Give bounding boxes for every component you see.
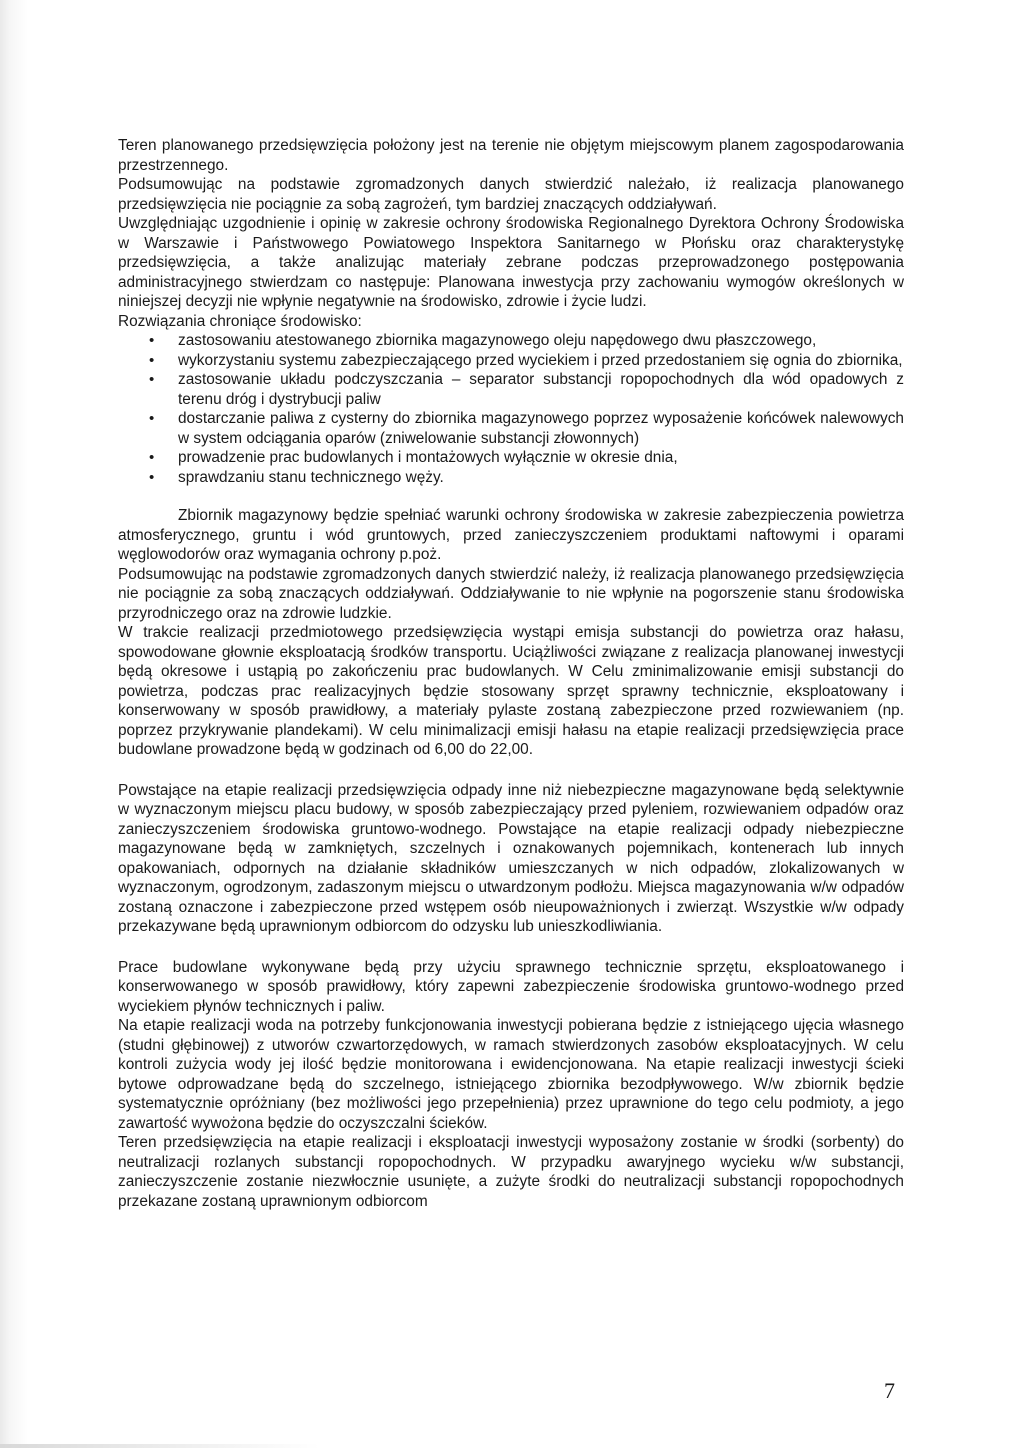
paragraph-waste: Powstające na etapie realizacji przedsięwzięcia odpady inne niż niebezpieczne magazynowane będą selektywnie w wyznaczonym miejscu placu budowy, w sposób zabezpieczający przed pyleniem, rozwiewaniem odpadów oraz zanieczyszczeniem środowiska gruntowo-wodnego. Powstające na etapie realizacji odpady niebezpieczne magazynowane będą w zamkniętych, szczelnych i oznakowanych pojemnikach, kontenerach lub innych opakowaniach, odpornych na działanie składników umieszczanych w nich odpadów, zlokalizowanych w wyznaczonym, ogrodzonym, zadaszonym miejscu o utwardzonym podłożu. Miejsca magazynowania w/w odpadów zostaną oznaczone i zabezpieczone przed wstępem osób nieupoważnionych i zwierząt. Wszystkie w/w odpady przekazywane będą uprawnionym odbiorcom do odzysku lub unieszkodliwiania.: [118, 781, 904, 935]
spacer: [118, 760, 904, 781]
paragraph-findings: Uwzględniając uzgodnienie i opinię w zakresie ochrony środowiska Regionalnego Dyrektora Ochrony Środowiska w Warszawie i Państwowego Powiatowego Inspektora Sanitarnego w Płońsku oraz charakterystykę przedsięwzięcia, a także analizując materiały zebrane podczas przeprowadzonego postępowania administracyjnego stwierdzam co następuje: Planowana inwestycja przy zachowaniu wymogów określonych w niniejszej decyzji nie wpłynie negatywnie na środowisko, zdrowie i życie ludzi.: [118, 215, 904, 310]
list-item: [118, 351, 904, 371]
list-item-text: zastosowanie układu podczyszczania – separator substancji ropopochodnych dla wód opadowych z terenu dróg i dystrybucji paliw: [178, 371, 904, 408]
spacer: [118, 937, 904, 958]
document-body: [118, 136, 904, 1211]
list-item-text: zastosowaniu atestowanego zbiornika magazynowego oleju napędowego dwu płaszczowego,: [178, 332, 817, 349]
list-item: [118, 409, 904, 448]
paragraph-solutions-heading: Rozwiązania chroniące środowisko:: [118, 312, 362, 330]
paragraph-summary-threats: Podsumowując na podstawie zgromadzonych danych stwierdzić należało, iż realizacja planowanego przedsięwzięcia nie pociągnie za sobą zagrożeń, tym bardziej znaczących oddziaływań.: [118, 176, 904, 213]
bullet-icon: •: [149, 449, 155, 466]
list-item: [118, 370, 904, 409]
list-item: [118, 331, 904, 351]
list-item-text: dostarczanie paliwa z cysterny do zbiornika magazynowego poprzez wyposażenie końcówek nalewowych w system odciągania oparów (zniwelowanie substancji złowonnych): [178, 410, 904, 447]
list-item: [118, 448, 904, 468]
list-item-text: sprawdzaniu stanu technicznego węży.: [178, 468, 444, 486]
bullet-icon: •: [149, 468, 155, 486]
paragraph-construction-equipment: Prace budowlane wykonywane będą przy użyciu sprawnego technicznie sprzętu, eksploatowanego i konserwowanego w sposób prawidłowy, który zapewni zabezpieczenie środowiska gruntowo-wodnego przed wyciekiem płynów technicznych i paliw.: [118, 958, 904, 1015]
paragraph-summary-impacts: Podsumowując na podstawie zgromadzonych danych stwierdzić należy, iż realizacja planowanego przedsięwzięcia nie pociągnie za sobą znaczących oddziaływań. Oddziaływanie to nie wpłynie na pogorszenie stanu środowiska przyrodniczego oraz na zdrowie ludzkie.: [118, 565, 904, 622]
list-item-text: wykorzystaniu systemu zabezpieczającego przed wyciekiem i przed przedostaniem się ognia do zbiornika,: [178, 351, 903, 369]
paragraph-tank-protection: Zbiornik magazynowy będzie spełniać warunki ochrony środowiska w zakresie zabezpieczenia powietrza atmosferycznego, gruntu i wód gruntowych, przed zanieczyszczeniem produktami naftowymi i oparami węglowodorów oraz wymagania ochrony p.poż.: [118, 507, 904, 563]
list-item-text: prowadzenie prac budowlanych i montażowych wyłącznie w okresie dnia,: [178, 449, 678, 466]
paragraph-sorbents: Teren przedsięwzięcia na etapie realizacji i eksploatacji inwestycji wyposażony zostanie w środki (sorbenty) do neutralizacji rozlanych substancji ropopochodnych. W przypadku awaryjnego wycieku w/w substancji, zanieczyszczenie zostanie niezwłocznie usunięte, a zużyte środki do neutralizacji substancji ropopochodnych przekazane zostaną uprawnionym odbiorcom: [118, 1134, 904, 1210]
page-number: 7: [884, 1378, 895, 1403]
paragraph-zoning: Teren planowanego przedsięwzięcia położony jest na terenie nie objętym miejscowym planem zagospodarowania przestrzennego.: [118, 137, 904, 174]
scan-shadow-bottom: [0, 1444, 320, 1448]
spacer: [118, 487, 904, 506]
list-item: [118, 468, 904, 488]
bullet-icon: •: [149, 410, 155, 427]
solutions-list: [118, 331, 904, 487]
bullet-icon: •: [149, 351, 155, 369]
bullet-icon: •: [149, 371, 155, 388]
paragraph-emissions: W trakcie realizacji przedmiotowego przedsięwzięcia wystąpi emisja substancji do powietrza oraz hałasu, spowodowane głownie eksploatacją środków transportu. Uciążliwości związane z realizacja planowanej inwestycji będą okresowe i ustąpią po zakończeniu prac budowlanych. W Celu zminimalizowanie emisji substancji do powietrza, podczas prac realizacyjnych będzie stosowany sprzęt sprawny technicznie, eksploatowany i konserwowany w sposób prawidłowy, a materiały pylaste zostaną zabezpieczone przed rozwiewaniem (np. poprzez przykrywanie plandekami). W celu minimalizacji emisji hałasu na etapie realizacji przedsięwzięcia prace budowlane prowadzone będą w godzinach od 6,00 do 22,00.: [118, 624, 904, 758]
paragraph-water-sewage: Na etapie realizacji woda na potrzeby funkcjonowania inwestycji pobierana będzie z istniejącego ujęcia własnego (studni głębinowej) z utworów czwartorzędowych, w ramach stwierdzonych zasobów eksploatacyjnych. W celu kontroli zużycia wody jej ilość będzie monitorowana i ewidencjonowana. Na etapie realizacji inwestycji ścieki bytowe odprowadzane będą do szczelnego, istniejącego zbiornika bezodpływowego. W/w zbiornik będzie systematycznie opróżniany (bez możliwości jego przepełnienia) przez uprawnione do tego celu podmioty, a jego zawartość wywożona będzie do oczyszczalni ścieków.: [118, 1017, 904, 1132]
bullet-icon: •: [149, 332, 155, 349]
scan-shadow-left: [0, 0, 28, 1448]
